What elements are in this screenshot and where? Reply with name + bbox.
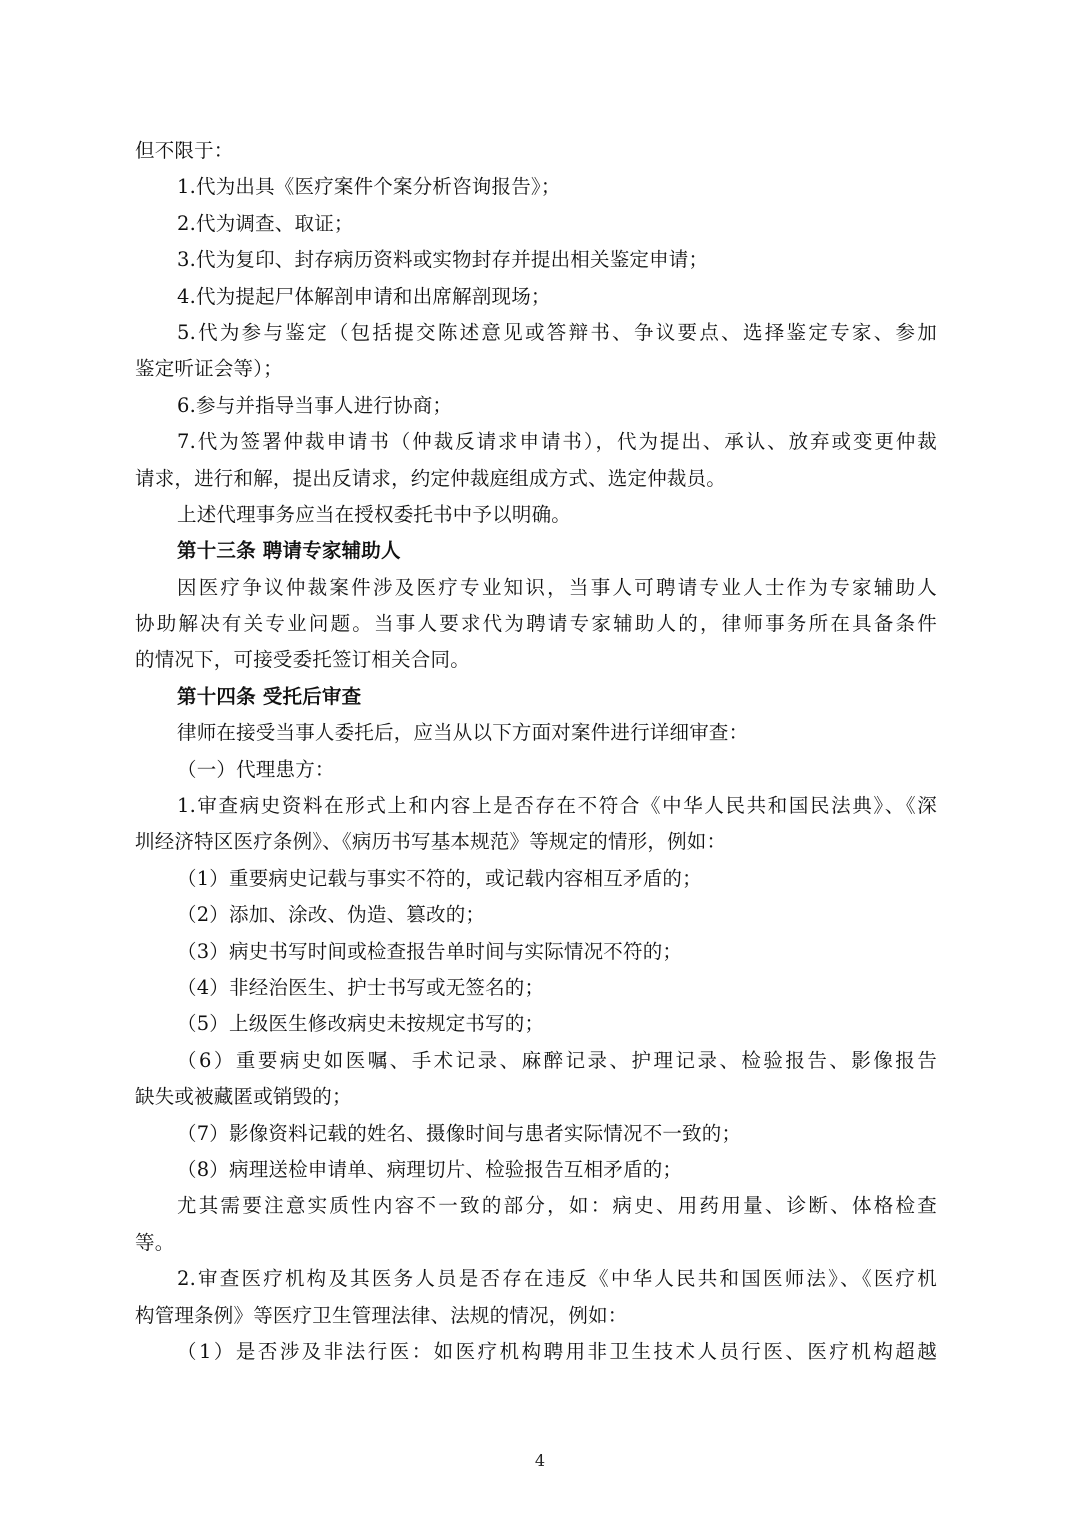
text-line: （2）添加、涂改、伪造、篡改的； bbox=[177, 903, 486, 927]
text-line: 协助解决有关专业问题。当事人要求代为聘请专家辅助人的，律师事务所在具备条件 bbox=[135, 612, 937, 636]
text-line: 等。 bbox=[135, 1230, 175, 1254]
document-body bbox=[135, 133, 937, 1370]
text-line: 3.代为复印、封存病历资料或实物封存并提出相关鉴定申请； bbox=[177, 248, 709, 272]
text-line: 因医疗争议仲裁案件涉及医疗专业知识，当事人可聘请专业人士作为专家辅助人 bbox=[177, 575, 937, 599]
text-line: 5.代为参与鉴定（包括提交陈述意见或答辩书、争议要点、选择鉴定专家、参加 bbox=[177, 320, 937, 344]
text-line: 6.参与并指导当事人进行协商； bbox=[177, 393, 453, 417]
text-line: 1.审查病史资料在形式上和内容上是否存在不符合《中华人民共和国民法典》、《深 bbox=[177, 794, 937, 818]
text-line: （5）上级医生修改病史未按规定书写的； bbox=[177, 1012, 545, 1036]
text-line: 4.代为提起尸体解剖申请和出席解剖现场； bbox=[177, 284, 551, 308]
text-line: （8）病理送检申请单、病理切片、检验报告互相矛盾的； bbox=[177, 1157, 683, 1181]
text-line: 律师在接受当事人委托后，应当从以下方面对案件进行详细审查： bbox=[177, 721, 749, 745]
text-line: 缺失或被藏匿或销毁的； bbox=[135, 1085, 352, 1109]
text-line: （一）代理患方： bbox=[177, 757, 335, 781]
text-line: （4）非经治医生、护士书写或无签名的； bbox=[177, 975, 545, 999]
text-line: 2.审查医疗机构及其医务人员是否存在违反《中华人民共和国医师法》、《医疗机 bbox=[177, 1267, 937, 1291]
text-line: （1）重要病史记载与事实不符的，或记载内容相互矛盾的； bbox=[177, 866, 702, 890]
page-number: 4 bbox=[534, 1451, 546, 1470]
text-line: （1）是否涉及非法行医：如医疗机构聘用非卫生技术人员行医、医疗机构超越 bbox=[177, 1339, 937, 1363]
section-heading: 第十四条 受托后审查 bbox=[177, 684, 362, 708]
text-line: （3）病史书写时间或检查报告单时间与实际情况不符的； bbox=[177, 939, 683, 963]
text-line: 构管理条例》等医疗卫生管理法律、法规的情况，例如： bbox=[135, 1303, 628, 1327]
text-line: 但不限于： bbox=[135, 139, 234, 162]
section-heading: 第十三条 聘请专家辅助人 bbox=[177, 539, 401, 563]
text-line: 请求，进行和解，提出反请求，约定仲裁庭组成方式、选定仲裁员。 bbox=[135, 466, 727, 490]
text-line: 上述代理事务应当在授权委托书中予以明确。 bbox=[177, 502, 572, 526]
text-line: 2.代为调查、取证； bbox=[177, 211, 354, 235]
text-line: （7）影像资料记载的姓名、摄像时间与患者实际情况不一致的； bbox=[177, 1121, 742, 1145]
text-line: 鉴定听证会等）； bbox=[135, 357, 283, 381]
text-line: 1.代为出具《医疗案件个案分析咨询报告》； bbox=[177, 175, 561, 199]
text-line: 圳经济特区医疗条例》、《病历书写基本规范》等规定的情形，例如： bbox=[135, 830, 727, 854]
text-line: 尤其需要注意实质性内容不一致的部分，如：病史、用药用量、诊断、体格检查 bbox=[177, 1194, 937, 1218]
text-line: 7.代为签署仲裁申请书（仲裁反请求申请书），代为提出、承认、放弃或变更仲裁 bbox=[177, 430, 937, 454]
text-line: （6）重要病史如医嘱、手术记录、麻醉记录、护理记录、检验报告、影像报告 bbox=[177, 1048, 937, 1072]
text-line: 的情况下，可接受委托签订相关合同。 bbox=[135, 648, 470, 672]
